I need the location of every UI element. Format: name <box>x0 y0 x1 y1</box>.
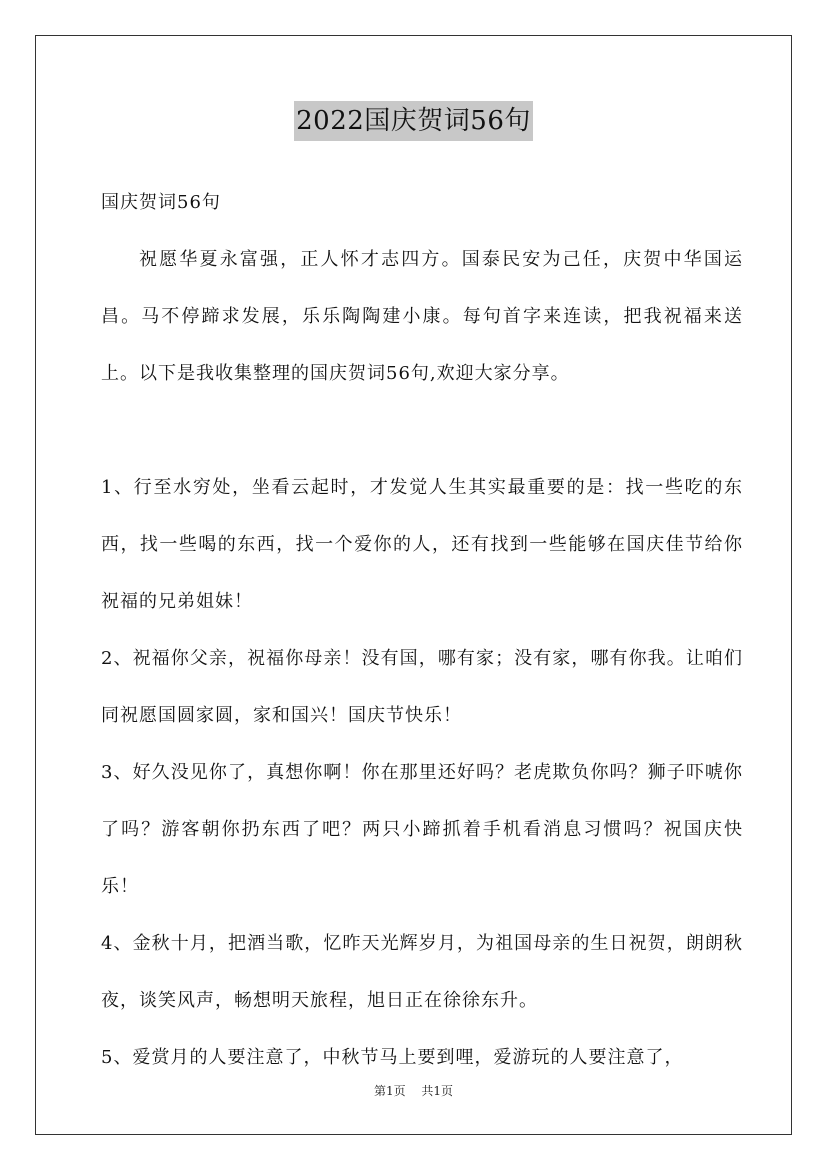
page-footer <box>0 1082 827 1099</box>
list-item: 1、行至水穷处，坐看云起时，才发觉人生其实最重要的是：找一些吃的东西，找一些喝的东西，找一个爱你的人，还有找到一些能够在国庆佳节给你祝福的兄弟姐妹！ <box>101 477 743 612</box>
title-container <box>0 101 827 141</box>
document-subtitle: 国庆贺词56句 <box>101 192 221 213</box>
page-number: 第1页 <box>373 1084 406 1098</box>
intro-paragraph: 祝愿华夏永富强，正人怀才志四方。国泰民安为己任，庆贺中华国运昌。马不停蹄求发展，乐乐陶陶建小康。每句首字来连读，把我祝福来送上。以下是我收集整理的国庆贺词56句,欢迎大家分享。 <box>101 249 743 384</box>
document-title: 2022国庆贺词56句 <box>294 101 533 141</box>
list-item: 2、祝福你父亲，祝福你母亲！没有国，哪有家；没有家，哪有你我。让咱们同祝愿国圆家圆，家和国兴！国庆节快乐！ <box>101 648 743 726</box>
list-item: 4、金秋十月，把酒当歌，忆昨天光辉岁月，为祖国母亲的生日祝贺，朗朗秋夜，谈笑风声，畅想明天旅程，旭日正在徐徐东升。 <box>101 933 743 1011</box>
list-item: 5、爱赏月的人要注意了，中秋节马上要到哩，爱游玩的人要注意了， <box>101 1047 684 1068</box>
document-body <box>101 174 743 1086</box>
list-item: 3、好久没见你了，真想你啊！你在那里还好吗？老虎欺负你吗？狮子吓唬你了吗？游客朝你扔东西了吧？两只小蹄抓着手机看消息习惯吗？祝国庆快乐！ <box>101 762 743 897</box>
page-total: 共1页 <box>421 1084 454 1098</box>
